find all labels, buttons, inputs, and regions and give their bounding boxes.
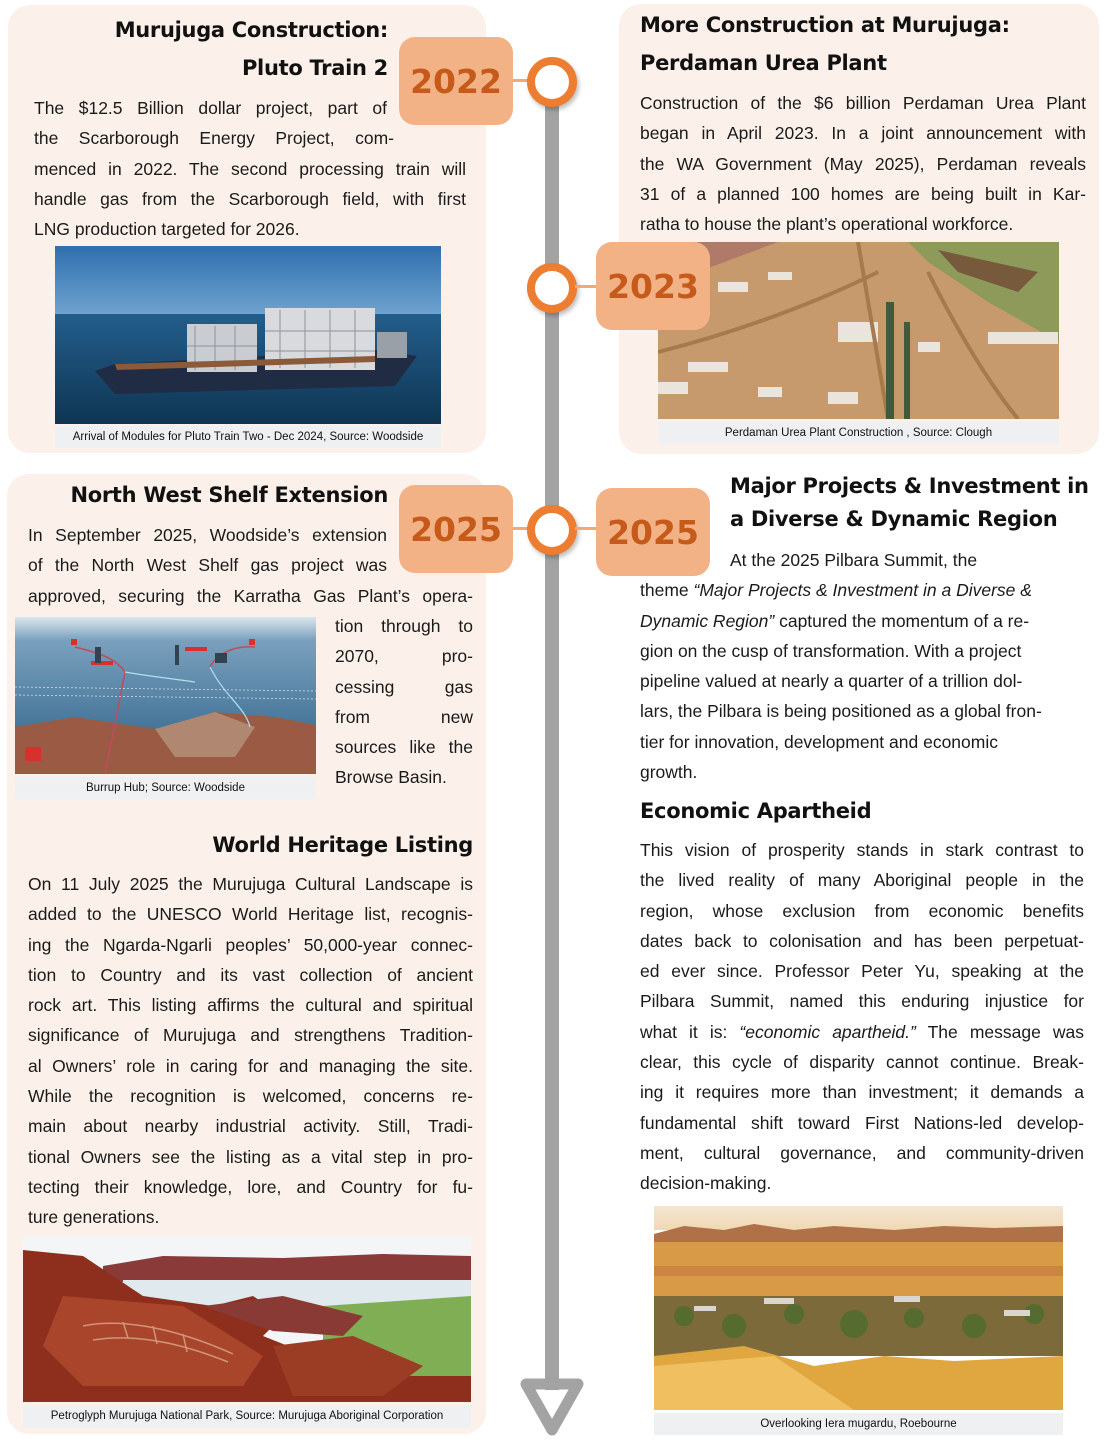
- heritage-body-line: tecting their knowledge, lore, and Country for fu-: [28, 1176, 473, 1197]
- apartheid-quote-line: [640, 1017, 1084, 1047]
- apartheid-body-line: region, whose exclusion from economic benefits: [640, 900, 1084, 921]
- down-arrow-icon: [520, 1376, 584, 1438]
- nws-body-side: [335, 611, 473, 793]
- heritage-body-line: On 11 July 2025 the Murujuga Cultural Landscape is: [28, 874, 473, 894]
- apartheid-body-line: clear, this cycle of disparity cannot continue. Break-: [640, 1052, 1084, 1073]
- burrup-hub-caption: Burrup Hub; Source: Woodside: [15, 777, 316, 799]
- nws-body-line: sources like the: [335, 737, 473, 758]
- summit-intro: At the 2025 Pilbara Summit, the: [730, 550, 978, 570]
- apartheid-body-line: Pilbara Summit, named this enduring injustice for: [640, 991, 1084, 1012]
- summit-body-line: pipeline valued at nearly a quarter of a trillion dol-: [640, 671, 1023, 692]
- summit-title-line1: Major Projects & Investment in: [730, 474, 1089, 498]
- apartheid-body-line: fundamental shift toward First Nations-led develop-: [640, 1112, 1084, 1133]
- perdaman-caption: Perdaman Urea Plant Construction , Source: Clough: [658, 422, 1059, 444]
- apartheid-title: Economic Apartheid: [640, 799, 872, 823]
- heritage-body-line: ing the Ngarda-Ngarli peoples’ 50,000-year connec-: [28, 934, 473, 955]
- pluto-body-line: handle gas from the Scarborough field, with first: [34, 188, 466, 209]
- heritage-body-line: ture generations.: [28, 1207, 160, 1228]
- heritage-body-line: main about nearby industrial activity. Still, Tradi-: [28, 1116, 473, 1137]
- perdaman-title-line2: Perdaman Urea Plant: [640, 51, 887, 75]
- year-badge-2025-summit: 2025: [596, 488, 710, 576]
- summit-theme-pre: theme: [640, 580, 694, 601]
- pluto-title-line2: Pluto Train 2: [241, 56, 388, 80]
- nws-title: North West Shelf Extension: [70, 483, 388, 507]
- perdaman-title-line1: More Construction at Murujuga:: [640, 13, 1010, 37]
- nws-body-line: 2070, pro-: [335, 646, 473, 667]
- perdaman-body-line: ratha to house the plant’s operational workforce.: [640, 214, 1014, 235]
- apartheid-body-line: This vision of prosperity stands in stark contrast to: [640, 840, 1084, 860]
- connector-2025-right: [575, 527, 597, 530]
- nws-body-line: cessing gas: [335, 676, 473, 697]
- year-badge-2023: 2023: [596, 242, 710, 330]
- perdaman-body-line: began in April 2023. In a joint announcement with: [640, 123, 1086, 144]
- apartheid-body-line: ing it requires more than investment; it demands a: [640, 1082, 1084, 1103]
- apartheid-body: [640, 835, 1084, 1199]
- apartheid-quote: “economic apartheid.”: [739, 1021, 916, 1042]
- perdaman-body-line: 31 of a planned 100 homes are being built in Kar-: [640, 183, 1086, 204]
- summit-theme-post: captured the momentum of a re-: [774, 610, 1030, 631]
- roebourne-photo: [654, 1206, 1063, 1410]
- nws-body-line: of the North West Shelf gas project was: [28, 555, 387, 576]
- heritage-title: World Heritage Listing: [212, 833, 473, 857]
- heritage-body-line: rock art. This listing affirms the cultural and spiritual: [28, 995, 473, 1016]
- apartheid-body-line: decision-making.: [640, 1173, 772, 1194]
- heritage-body-line: significance of Murujuga and strengthens Tradition-: [28, 1025, 473, 1046]
- summit-theme-line: [640, 575, 1086, 605]
- perdaman-body: [640, 88, 1086, 239]
- apartheid-quote-pre: what it is:: [640, 1021, 740, 1042]
- nws-body-line: Browse Basin.: [335, 767, 447, 788]
- nws-body-line: from new: [335, 706, 473, 727]
- petroglyph-photo: [23, 1236, 471, 1402]
- heritage-body: [28, 869, 473, 1233]
- apartheid-body-line: ed ever since. Professor Peter Yu, speaking at the: [640, 961, 1084, 982]
- perdaman-body-line: the WA Government (May 2025), Perdaman reveals: [640, 153, 1086, 174]
- pluto-train-photo: [55, 246, 441, 424]
- year-badge-2022: 2022: [399, 37, 513, 125]
- year-badge-2025-nws: 2025: [399, 485, 513, 573]
- summit-body-line: lars, the Pilbara is being positioned as a global fron-: [640, 701, 1042, 722]
- summit-title-line2: a Diverse & Dynamic Region: [730, 507, 1058, 531]
- apartheid-quote-post: The message was: [915, 1021, 1085, 1042]
- summit-theme-line: [640, 606, 1086, 636]
- perdaman-body-line: Construction of the $6 billion Perdaman Urea Plant: [640, 93, 1086, 113]
- pluto-body-line: menced in 2022. The second processing train will: [34, 158, 466, 179]
- connector-2023: [575, 285, 597, 288]
- heritage-body-line: While the recognition is welcomed, concerns re-: [28, 1086, 473, 1107]
- apartheid-body-line: ment, cultural governance, and community-driven: [640, 1142, 1084, 1163]
- summit-body-line: growth.: [640, 762, 698, 783]
- burrup-hub-photo: [15, 617, 316, 774]
- heritage-body-line: added to the UNESCO World Heritage list, recognis-: [28, 904, 473, 925]
- timeline-node-2022: [527, 57, 577, 107]
- summit-body: [640, 545, 1086, 787]
- roebourne-caption: Overlooking Iera mugardu, Roebourne: [654, 1413, 1063, 1435]
- summit-body-line: gion on the cusp of transformation. With a project: [640, 640, 1022, 661]
- pluto-caption: Arrival of Modules for Pluto Train Two - Dec 2024, Source: Woodside: [55, 426, 441, 448]
- pluto-body-line: The $12.5 Billion dollar project, part of: [34, 98, 387, 118]
- nws-body-line: In September 2025, Woodside’s extension: [28, 525, 387, 545]
- heritage-body-line: al Owners’ role in caring for and managing the site.: [28, 1055, 473, 1076]
- pluto-body-line: LNG production targeted for 2026.: [34, 219, 300, 240]
- perdaman-plant-photo: [658, 242, 1059, 419]
- summit-theme-quote-end: Dynamic Region”: [640, 610, 775, 631]
- heritage-body-line: tional Owners see the listing as a vital step in pro-: [28, 1146, 473, 1167]
- summit-body-line: tier for innovation, development and economic: [640, 731, 998, 752]
- nws-body-line: tion through to: [335, 616, 473, 636]
- apartheid-body-line: dates back to colonisation and has been perpetuat-: [640, 930, 1084, 951]
- timeline-node-2025: [527, 505, 577, 555]
- petroglyph-caption: Petroglyph Murujuga National Park, Source: Murujuga Aboriginal Corporation: [23, 1405, 471, 1427]
- heritage-body-line: tion to Country and its vast collection of ancient: [28, 964, 473, 985]
- nws-body-line: approved, securing the Karratha Gas Plant’s opera-: [28, 585, 473, 606]
- pluto-body-line: the Scarborough Energy Project, com-: [34, 128, 394, 149]
- summit-theme-quote: “Major Projects & Investment in a Diverse &: [693, 580, 1032, 601]
- timeline-node-2023: [527, 263, 577, 313]
- apartheid-body-line: the lived reality of many Aboriginal people in the: [640, 870, 1084, 891]
- pluto-title-line1: Murujuga Construction:: [114, 18, 388, 42]
